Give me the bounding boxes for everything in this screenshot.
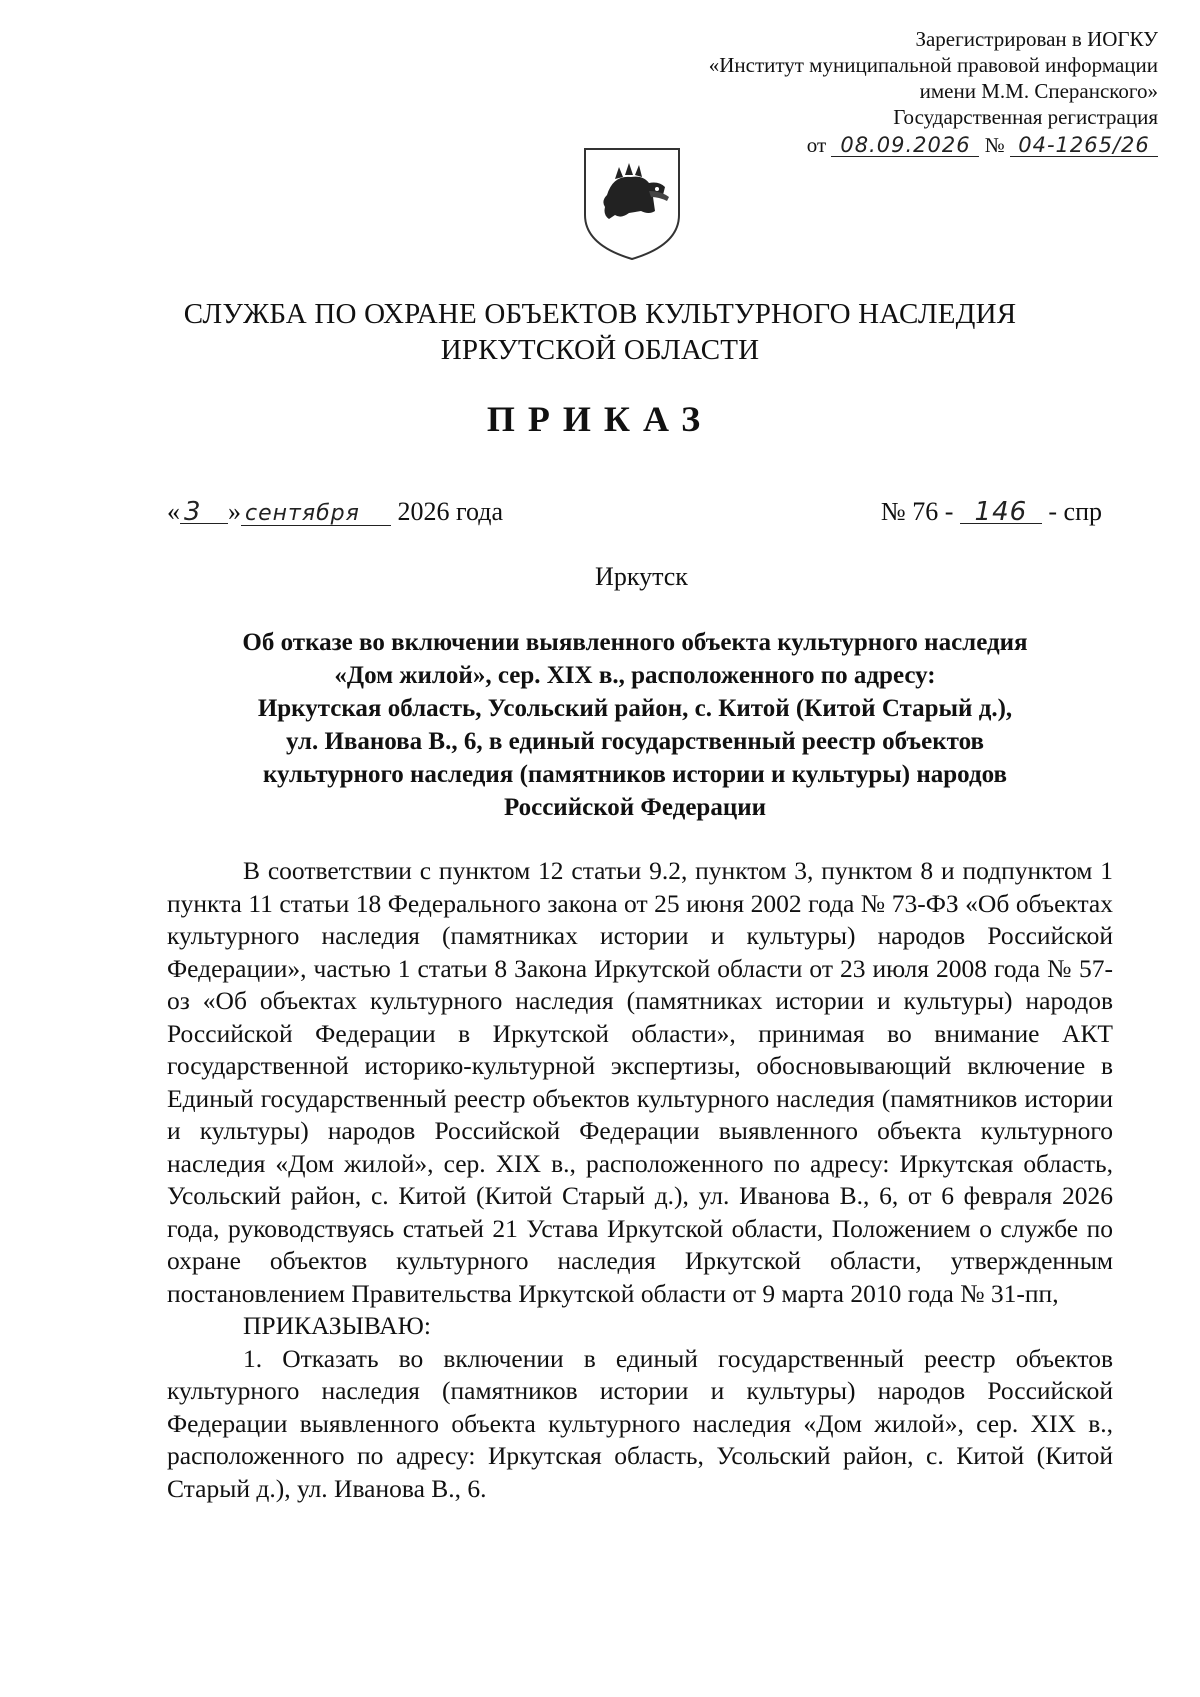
organization-name-line-2: ИРКУТСКОЙ ОБЛАСТИ <box>440 334 760 366</box>
order-day: 3 <box>180 501 228 524</box>
document-type: ПРИКАЗ <box>486 399 714 439</box>
title-line: Российской Федерации <box>503 794 767 821</box>
title-line: Об отказе во включении выявленного объекта культурного наследия <box>242 629 1028 656</box>
order-body <box>167 855 1113 1505</box>
order-month: сентября <box>241 503 391 526</box>
organization-name <box>0 296 1200 368</box>
command-heading: ПРИКАЗЫВАЮ: <box>243 1311 431 1340</box>
title-line: Иркутская область, Усольский район, с. Китой (Китой Старый д.), <box>257 695 1013 722</box>
order-number-value: 146 <box>960 501 1042 524</box>
registration-date: 08.09.2026 <box>831 134 979 157</box>
issue-city: Иркутск <box>595 562 688 591</box>
registration-line-4: Государственная регистрация <box>893 105 1158 129</box>
preamble-paragraph: В соответствии с пунктом 12 статьи 9.2, пунктом 3, пунктом 8 и подпунктом 1 пункта 11 статьи 18 Федерального закона от 25 июня 2002 года № 73-ФЗ «Об объектах культурного наследия (памятниках истории и культуры) народов Российской Федерации», частью 1 статьи 8 Закона Иркутской области от 23 июля 2008 года № 57-оз «Об объектах культурного наследия (памятниках истории и культуры) народов Российской Федерации в Иркутской области», принимая во внимание АКТ государственной историко-культурной экспертизы, обосновывающий включение в Единый государственный реестр объектов культурного наследия (памятников истории и культуры) народов Российской Федерации выявленного объекта культурного наследия «Дом жилой», сер. XIX в., расположенного по адресу: Иркутская область, Усольский район, с. Китой (Китой Старый д.), ул. Иванова В., 6, от 6 февраля 2026 года, руководствуясь статьей 21 Устава Иркутской области, Положением о службе по охране объектов культурного наследия Иркутской области, утвержденным постановлением Правительства Иркутской области от 9 марта 2010 года № 31-пп, <box>167 856 1113 1308</box>
registration-date-number <box>638 132 1158 158</box>
coat-of-arms-icon <box>579 145 685 263</box>
organization-name-line-1: СЛУЖБА ПО ОХРАНЕ ОБЪЕКТОВ КУЛЬТУРНОГО НАСЛЕДИЯ <box>183 298 1017 330</box>
order-title <box>170 626 1100 824</box>
title-line: культурного наследия (памятников истории и культуры) народов <box>262 761 1007 788</box>
title-line: «Дом жилой», сер. XIX в., расположенного по адресу: <box>334 662 936 689</box>
registration-line-3: имени М.М. Сперанского» <box>919 79 1158 103</box>
order-number-prefix: № 76 - <box>880 497 954 526</box>
registration-line-2: «Институт муниципальной правовой информации <box>708 53 1158 77</box>
order-year: 2026 года <box>397 497 504 526</box>
order-number <box>881 497 1102 527</box>
registration-date-prefix: от <box>806 133 827 157</box>
registration-number: 04-1265/26 <box>1010 134 1158 157</box>
registration-line-1: Зарегистрирован в ИОГКУ <box>915 27 1158 51</box>
order-item-1: 1. Отказать во включении в единый государственный реестр объектов культурного наследия (памятников истории и культуры) народов Российской Федерации выявленного объекта культурного наследия «Дом жилой», сер. XIX в., расположенного по адресу: Иркутская область, Усольский район, с. Китой (Китой Старый д.), ул. Иванова В., 6. <box>167 1343 1113 1503</box>
order-date <box>167 497 503 527</box>
registration-number-prefix: № <box>984 133 1005 157</box>
date-quote-close: » <box>228 497 241 526</box>
title-line: ул. Иванова В., 6, в единый государственный реестр объектов <box>286 728 984 755</box>
order-number-suffix: - спр <box>1048 497 1102 526</box>
date-quote-open: « <box>167 497 180 526</box>
registration-stamp <box>638 26 1158 158</box>
